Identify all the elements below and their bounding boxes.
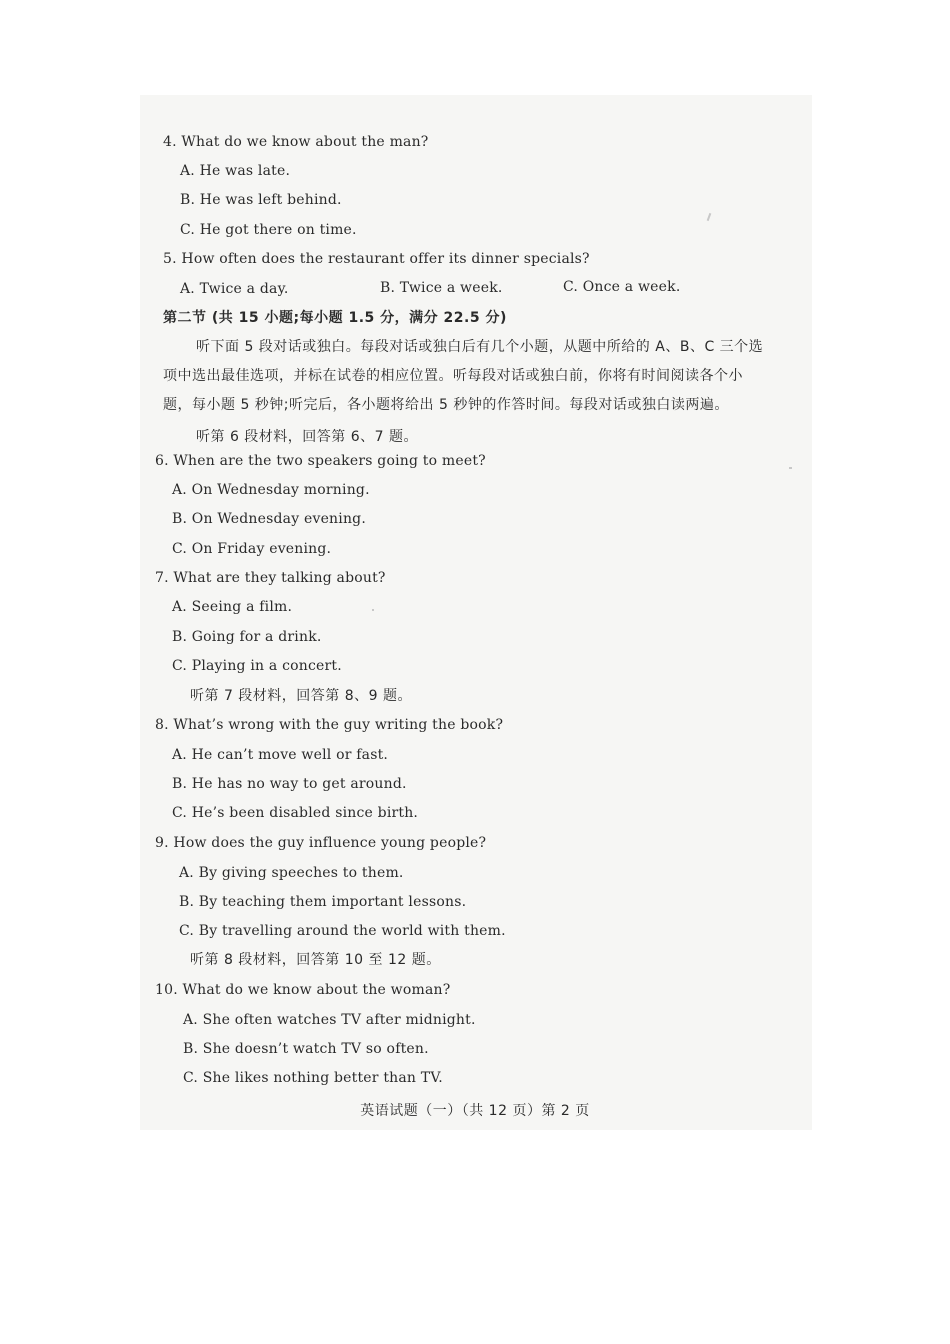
- material-7-label: 听第 7 段材料，回答第 8、9 题。: [190, 688, 413, 704]
- section-2-instructions-line-1: 听下面 5 段对话或独白。每段对话或独白后有几个小题，从题中所给的 A、B、C 三个选: [196, 339, 764, 355]
- page-footer: 英语试题（一）（共 12 页）第 2 页: [360, 1103, 590, 1119]
- question-4: 4. What do we know about the man?: [163, 134, 429, 150]
- scan-speck: [789, 467, 792, 469]
- question-8-option-b: B. He has no way to get around.: [172, 776, 407, 792]
- material-6-label: 听第 6 段材料，回答第 6、7 题。: [196, 429, 419, 445]
- question-8-option-c: C. He’s been disabled since birth.: [172, 805, 419, 821]
- question-7-option-c: C. Playing in a concert.: [172, 658, 342, 674]
- question-10-option-c: C. She likes nothing better than TV.: [183, 1070, 443, 1086]
- section-2-instructions-line-3: 题，每小题 5 秒钟;听完后，各小题将给出 5 秒钟的作答时间。每段对话或独白读两遍。: [163, 397, 729, 413]
- question-5-option-a: A. Twice a day.: [180, 281, 289, 297]
- question-5: 5. How often does the restaurant offer its dinner specials?: [163, 251, 590, 267]
- question-6-option-b: B. On Wednesday evening.: [172, 511, 366, 527]
- question-6-option-c: C. On Friday evening.: [172, 541, 332, 557]
- question-6-option-a: A. On Wednesday morning.: [172, 482, 370, 498]
- question-6: 6. When are the two speakers going to meet?: [155, 453, 486, 469]
- section-2-instructions-line-2: 项中选出最佳选项，并标在试卷的相应位置。听每段对话或独白前，你将有时间阅读各个小: [163, 368, 743, 384]
- question-10-option-a: A. She often watches TV after midnight.: [183, 1012, 476, 1028]
- question-5-option-c: C. Once a week.: [563, 279, 681, 295]
- section-2-heading: 第二节 (共 15 小题;每小题 1.5 分，满分 22.5 分): [163, 310, 507, 326]
- question-8: 8. What’s wrong with the guy writing the book?: [155, 717, 504, 733]
- question-5-option-b: B. Twice a week.: [380, 280, 503, 296]
- question-4-option-c: C. He got there on time.: [180, 222, 357, 238]
- question-10: 10. What do we know about the woman?: [155, 982, 451, 998]
- question-9-option-c: C. By travelling around the world with them.: [179, 923, 506, 939]
- question-7-option-b: B. Going for a drink.: [172, 629, 322, 645]
- question-9: 9. How does the guy influence young people?: [155, 835, 487, 851]
- scan-speck: [372, 609, 374, 611]
- question-9-option-a: A. By giving speeches to them.: [179, 865, 404, 881]
- question-9-option-b: B. By teaching them important lessons.: [179, 894, 467, 910]
- question-4-option-a: A. He was late.: [180, 163, 291, 179]
- question-7-option-a: A. Seeing a film.: [172, 599, 293, 615]
- material-8-label: 听第 8 段材料，回答第 10 至 12 题。: [190, 952, 441, 968]
- question-10-option-b: B. She doesn’t watch TV so often.: [183, 1041, 429, 1057]
- question-7: 7. What are they talking about?: [155, 570, 386, 586]
- question-4-option-b: B. He was left behind.: [180, 192, 342, 208]
- question-8-option-a: A. He can’t move well or fast.: [172, 747, 389, 763]
